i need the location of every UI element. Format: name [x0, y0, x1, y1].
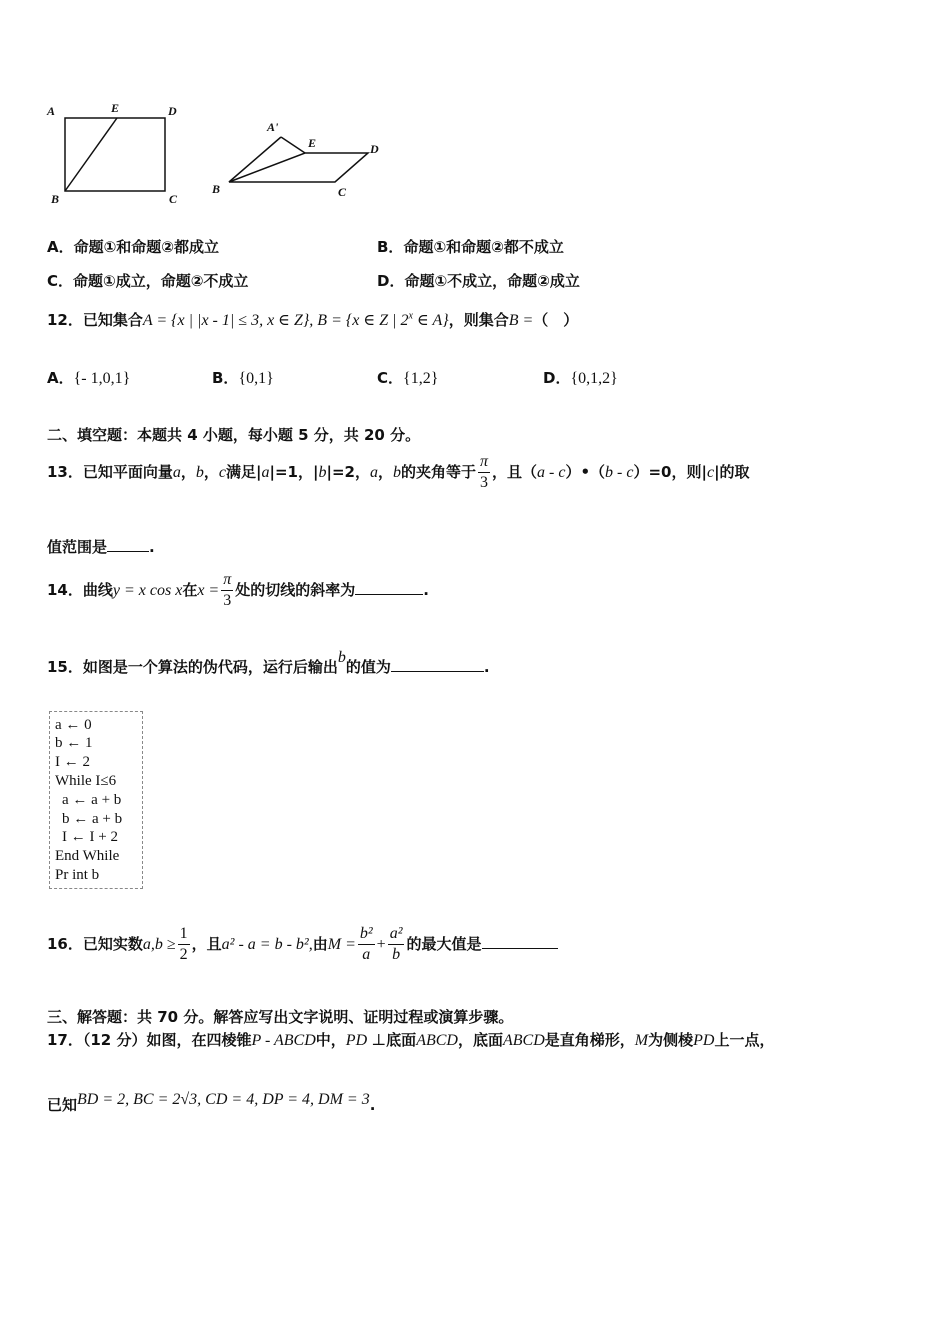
q14-text: 在	[182, 581, 198, 599]
section-3-heading: 三、解答题：共 70 分。解答应写出文字说明、证明过程或演算步骤。	[47, 1008, 514, 1026]
fig2-label-e: E	[308, 136, 317, 150]
b-minus-c: b - c	[605, 464, 634, 481]
fig1-label-d: D	[168, 104, 177, 118]
q15-text: 15．如图是一个算法的伪代码，运行后输出	[47, 658, 338, 676]
fig1-label-b: B	[51, 192, 60, 206]
var-b: b	[337, 649, 346, 666]
q13-text: ）=0，则|	[633, 463, 707, 481]
vector-b: b	[195, 464, 204, 481]
point-m: M	[634, 1032, 649, 1049]
q11-option-b[interactable]	[377, 236, 564, 257]
fraction-denominator: b	[392, 946, 401, 963]
code-line: a ← 0	[55, 717, 92, 733]
option-letter: C．	[377, 369, 404, 387]
answer-blank[interactable]	[107, 537, 149, 552]
q16-stem	[47, 924, 558, 965]
q13-text: |的取	[714, 463, 750, 481]
q15-text: .	[483, 658, 490, 676]
fraction-denominator: 3	[223, 592, 232, 609]
fraction-numerator: π	[221, 570, 233, 591]
q13-stem	[47, 452, 750, 493]
answer-blank[interactable]	[391, 657, 484, 672]
q15-text: 的值为	[345, 658, 391, 676]
x-equals: x =	[197, 582, 220, 599]
vector-a: a	[261, 464, 270, 481]
answer-blank[interactable]	[355, 580, 423, 595]
q12-stem	[47, 309, 578, 330]
fig1-label-c: C	[169, 192, 178, 206]
fig1-label-a: A	[47, 104, 56, 118]
vector-b: b	[392, 464, 401, 481]
q14-stem	[47, 570, 429, 611]
code-line: End While	[55, 848, 120, 864]
segment-ae	[281, 137, 305, 153]
fraction-b2-over-a	[358, 924, 375, 965]
fraction-numerator: 1	[178, 924, 190, 945]
pd-perp: PD ⊥	[345, 1032, 387, 1049]
q14-text: .	[423, 581, 429, 599]
q14-text: 14．曲线	[47, 581, 113, 599]
q17-text: 已知	[47, 1096, 78, 1114]
section-2-heading: 二、填空题：本题共 4 小题，每小题 5 分，共 20 分。	[47, 426, 421, 444]
q12-suffix: ，则集合	[448, 311, 509, 329]
q13-text: 的夹角等于	[400, 463, 476, 481]
base-name: ABCD	[416, 1032, 458, 1049]
option-value: {0,1}	[238, 370, 274, 387]
fraction-a2-over-b	[388, 924, 405, 965]
q13-text: ，	[203, 463, 219, 481]
q12-option-a[interactable]	[47, 367, 130, 388]
fraction-denominator: 3	[479, 474, 488, 491]
code-line: b ← a + b	[62, 811, 123, 827]
vector-b: b	[318, 464, 327, 481]
base-name: ABCD	[502, 1032, 545, 1049]
q17-text: 17．（12 分）如图，在四棱锥	[47, 1031, 252, 1049]
pseudocode-box	[49, 711, 143, 889]
q17-text: ，底面	[457, 1031, 503, 1049]
plus-sign: +	[376, 936, 386, 953]
q17-text: .	[369, 1096, 376, 1114]
option-letter: C．	[47, 272, 74, 290]
q13-line2	[47, 536, 155, 557]
option-letter: D．	[377, 272, 405, 290]
q12-set-superscript: x	[408, 310, 413, 322]
a-minus-c: a - c	[537, 464, 566, 481]
m-equals: M =	[327, 936, 356, 953]
pyramid-name: P - ABCD	[251, 1032, 316, 1049]
q17-text: 底面	[386, 1031, 417, 1049]
segment-ba	[229, 137, 281, 182]
option-text: 命题①不成立，命题②成立	[404, 272, 580, 290]
option-text: 命题①成立，命题②不成立	[73, 272, 249, 290]
q12-option-c[interactable]	[377, 367, 438, 388]
q13-text: ，且（	[492, 463, 538, 481]
option-value: {- 1,0,1}	[73, 370, 131, 387]
q11-option-a[interactable]	[47, 236, 219, 257]
fraction-denominator: 2	[179, 946, 188, 963]
q13-text: ，	[180, 463, 196, 481]
q17-stem	[47, 1029, 774, 1050]
figure-folded	[205, 115, 385, 200]
q11-option-d[interactable]	[377, 270, 580, 291]
option-letter: B．	[212, 369, 239, 387]
option-value: {0,1,2}	[570, 370, 618, 387]
option-text: 命题①和命题②都不成立	[403, 238, 564, 256]
answer-blank[interactable]	[482, 934, 558, 949]
option-letter: A．	[47, 238, 74, 256]
q17-text: 为侧棱	[648, 1031, 694, 1049]
q16-text: ，且	[191, 935, 222, 953]
fraction-pi-over-3	[478, 452, 490, 493]
fraction-numerator: π	[478, 452, 490, 473]
parallelogram-bcde	[229, 153, 368, 182]
q12-b-eq: B =	[508, 312, 534, 329]
q16-equation: a² - a = b - b²,	[221, 936, 313, 953]
vector-c: c	[218, 464, 227, 481]
code-line: I ← I + 2	[62, 829, 118, 845]
q12-answer-paren: （ ）	[533, 311, 579, 329]
option-value: {1,2}	[403, 370, 439, 387]
q13-text: 13．已知平面向量	[47, 463, 173, 481]
fig1-label-e: E	[111, 101, 120, 115]
fig2-label-b: B	[212, 182, 221, 196]
fraction-denominator: a	[362, 946, 371, 963]
q13-text: ）•（	[565, 463, 606, 481]
code-line: Pr int b	[55, 867, 100, 883]
fraction-one-half	[178, 924, 190, 965]
code-line: a ← a + b	[62, 792, 122, 808]
rectangle-abcd	[65, 118, 165, 191]
option-letter: B．	[377, 238, 404, 256]
edge-pd: PD	[693, 1032, 715, 1049]
q16-text: 16．已知实数	[47, 935, 143, 953]
curve-expression: y = x cos x	[112, 582, 183, 599]
vector-c: c	[706, 464, 715, 481]
ab-condition: a,b ≥	[142, 936, 176, 953]
code-line: I ← 2	[55, 754, 90, 770]
fig2-label-a-prime: A'	[267, 120, 279, 134]
q13-text: ，	[377, 463, 393, 481]
fraction-numerator: a²	[388, 924, 405, 945]
given-lengths: BD = 2, BC = 2√3, CD = 4, DP = 4, DM = 3	[77, 1091, 370, 1108]
q13-text: 满足|	[226, 463, 262, 481]
q17-line2	[47, 1088, 376, 1114]
option-letter: A．	[47, 369, 74, 387]
q14-text: 处的切线的斜率为	[235, 581, 356, 599]
q12-option-d[interactable]	[543, 367, 618, 388]
q17-text: 是直角梯形，	[544, 1031, 635, 1049]
option-text: 命题①和命题②都成立	[73, 238, 220, 256]
q13-text: .	[149, 538, 155, 556]
q12-set-tail: ∈ A}	[412, 312, 449, 329]
vector-a: a	[369, 464, 378, 481]
code-line: b ← 1	[55, 735, 93, 751]
q12-prefix: 12．已知集合	[47, 311, 143, 329]
q12-set-expression: A = {x | |x - 1| ≤ 3, x ∈ Z}, B = {x ∈ Z | 2	[142, 312, 409, 329]
fig2-label-c: C	[338, 185, 347, 199]
q17-text: 中，	[315, 1031, 346, 1049]
q11-option-c[interactable]	[47, 270, 248, 291]
q17-text: 上一点，	[714, 1031, 775, 1049]
q13-text: 值范围是	[47, 538, 108, 556]
fraction-numerator: b²	[358, 924, 375, 945]
q15-stem	[47, 649, 490, 677]
q16-text: 由	[312, 935, 328, 953]
q12-option-b[interactable]	[212, 367, 274, 388]
q13-text: |=1，|	[269, 463, 319, 481]
q16-text: 的最大值是	[406, 935, 482, 953]
vector-a: a	[172, 464, 181, 481]
option-letter: D．	[543, 369, 571, 387]
fig2-label-d: D	[370, 142, 379, 156]
fraction-pi-over-3	[221, 570, 233, 611]
code-line: While I≤6	[55, 773, 117, 789]
q13-text: |=2，	[326, 463, 370, 481]
segment-be	[65, 118, 117, 191]
